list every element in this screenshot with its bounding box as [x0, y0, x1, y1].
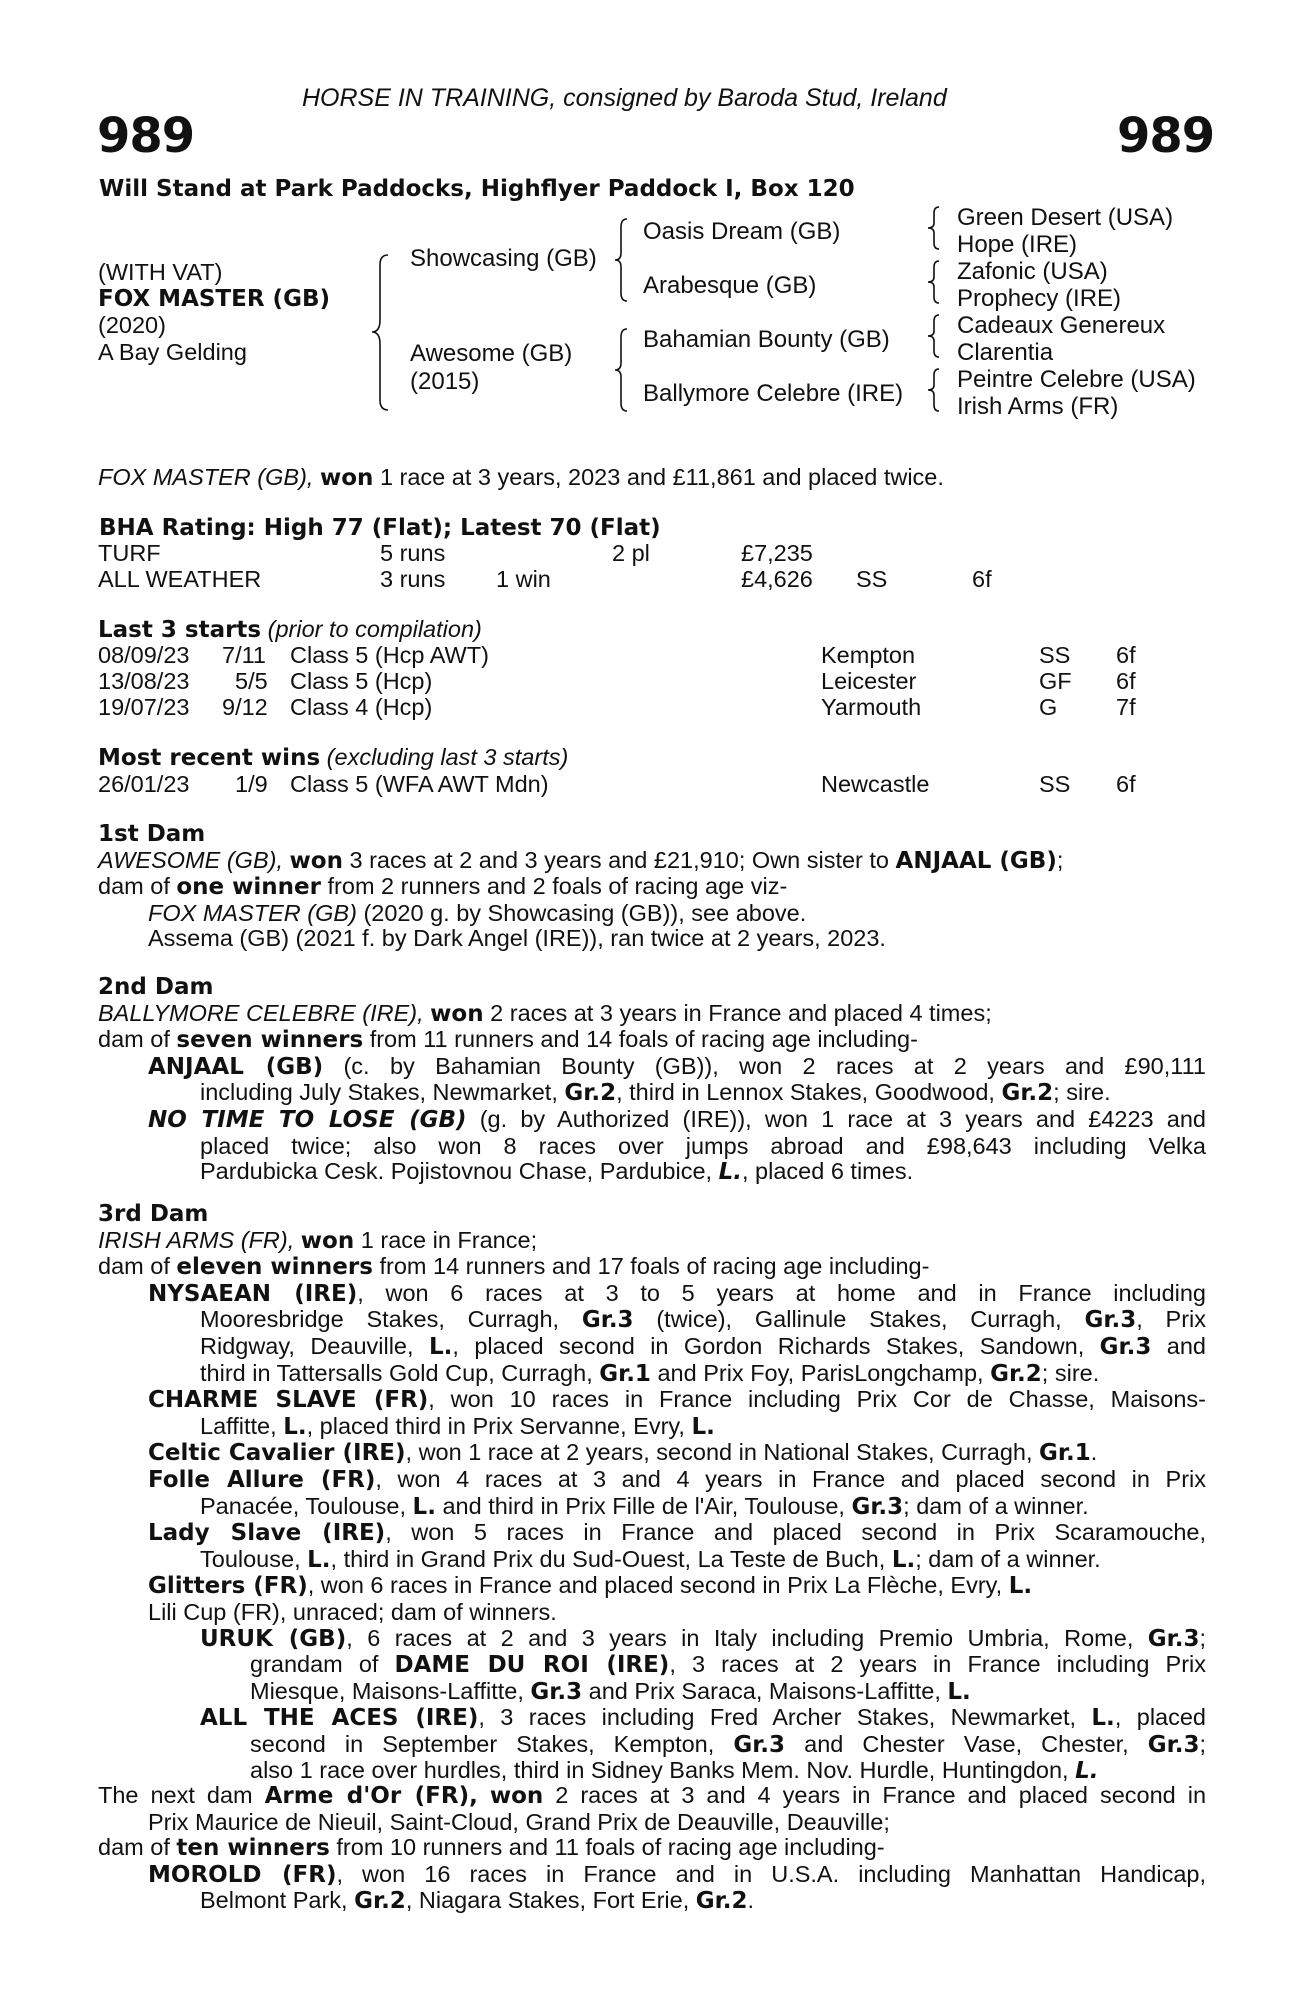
- last-3-starts-title: Last 3 starts (prior to compilation): [98, 616, 482, 643]
- sire: Showcasing (GB): [410, 245, 597, 272]
- first-dam-section: 1st Dam AWESOME (GB), won 3 races at 2 and 3 years and £21,910; Own sister to ANJAAL (GB); dam of one winner from 2 runners and 2 foals of racing age viz- FOX MASTER (GB) (2020 g. by Showcasing (GB)), see above. Assema (GB) (2021 f. by Dark Angel (IRE)), ran twice at 2 years, 2023.: [98, 821, 1064, 952]
- horse-year: (2020): [98, 312, 166, 338]
- pedigree-brace-sire: [612, 215, 636, 305]
- sire-dam-dam: Prophecy (IRE): [957, 285, 1122, 312]
- dam: Awesome (GB): [410, 340, 573, 367]
- dam-sire-sire: Cadeaux Genereux: [957, 312, 1166, 339]
- pedigree-brace-ss: [925, 203, 949, 253]
- horse-name: FOX MASTER (GB): [98, 286, 330, 312]
- bha-rating-title: BHA Rating: High 77 (Flat); Latest 70 (Flat): [99, 515, 661, 541]
- recent-wins-title: Most recent wins (excluding last 3 starts): [98, 744, 569, 771]
- dam-dam: Ballymore Celebre (IRE): [643, 380, 904, 407]
- third-dam-section: 3rd Dam IRISH ARMS (FR), won 1 race in France; dam of eleven winners from 14 runners and 17 foals of racing age including- NYSAEAN (IRE), won 6 races at 3 to 5 years at home and in France including Mooresbridge Stakes, Curragh, Gr.3 (twice), Gallinule Stakes, Curragh, Gr.3, Prix Ridgway, Deauville, L., placed second in Gordon Richards Stakes, Sandown, Gr.3 and third in Tattersalls Gold Cup, Curragh, Gr.1 and Prix Foy, ParisLongchamp, Gr.2; sire. CHARME SLAVE (FR), won 10 races in France including Prix Cor de Chasse, Maisons- Laffitte, L., placed third in Prix Servanne, Evry, L. Celtic Cavalier (IRE), won 1 race at 2 years, second in National Stakes, Curragh, Gr.1. Folle Allure (FR), won 4 races at 3 and 4 years in France and placed second in Prix Panacée, Toulouse, L. and third in Prix Fille de l'Air, Toulouse, Gr.3; dam of a winner. Lady Slave (IRE), won 5 races in France and placed second in Prix Scaramouche, Toulouse, L., third in Grand Prix du Sud-Ouest, La Teste de Buch, L.; dam of a winner. Glitters (FR), won 6 races in France and placed second in Prix La Flèche, Evry, L. Lili Cup (FR), unraced; dam of winners. URUK (GB), 6 races at 2 and 3 years in Italy including Premio Umbria, Rome, Gr.3; grandam of DAME DU ROI (IRE), 3 races at 2 years in France including Prix Miesque, Maisons-Laffitte, Gr.3 and Prix Saraca, Maisons-Laffitte, L. ALL THE ACES (IRE), 3 races including Fred Archer Stakes, Newmarket, L., placed second in September Stakes, Kempton, Gr.3 and Chester Vase, Chester, Gr.3; also 1 race over hurdles, third in Sidney Banks Mem. Nov. Hurdle, Huntingdon, L.: [98, 1201, 1207, 1785]
- vat-note: (WITH VAT): [98, 259, 223, 285]
- second-dam-section: 2nd Dam BALLYMORE CELEBRE (IRE), won 2 races at 3 years in France and placed 4 times; dam of seven winners from 11 runners and 14 foals of racing age including- ANJAAL (GB) (c. by Bahamian Bounty (GB)), won 2 races at 2 years and £90,111 including July Stakes, Newmarket, Gr.2, third in Lennox Stakes, Goodwood, Gr.2; sire. NO TIME TO LOSE (GB) (g. by Authorized (IRE)), won 1 race at 3 years and £4223 and placed twice; also won 8 races over jumps abroad and £98,643 including Velka Pardubicka Cesk. Pojistovnou Chase, Pardubice, L., placed 6 times.: [98, 974, 1206, 1186]
- consignment-header: HORSE IN TRAINING, consigned by Baroda Stud, Ireland: [302, 84, 947, 112]
- dam-sire-dam: Clarentia: [957, 339, 1054, 366]
- dam-year: (2015): [410, 368, 480, 395]
- sire-sire: Oasis Dream (GB): [643, 218, 841, 245]
- stand-location: Will Stand at Park Paddocks, Highflyer Paddock I, Box 120: [99, 176, 855, 202]
- sire-dam-sire: Zafonic (USA): [957, 258, 1108, 285]
- sire-sire-sire: Green Desert (USA): [957, 204, 1174, 231]
- dam-sire: Bahamian Bounty (GB): [643, 326, 890, 353]
- next-dam-section: The next dam Arme d'Or (FR), won 2 races at 3 and 4 years in France and placed second in Prix Maurice de Nieuil, Saint-Cloud, Grand Prix de Deauville, Deauville; dam of ten winners from 10 runners and 11 foals of racing age including- MOROLD (FR), won 16 races in France and in U.S.A. including Manhattan Handicap, Belmont Park, Gr.2, Niagara Stakes, Fort Erie, Gr.2.: [98, 1782, 1207, 1915]
- sire-sire-dam: Hope (IRE): [957, 231, 1078, 258]
- dam-dam-dam: Irish Arms (FR): [957, 393, 1119, 420]
- pedigree-brace-dam: [612, 325, 636, 415]
- pedigree-brace-dd: [925, 365, 949, 415]
- pedigree-brace-sd: [925, 257, 949, 307]
- pedigree-brace-ds: [925, 311, 949, 361]
- race-summary: FOX MASTER (GB), won 1 race at 3 years, 2023 and £11,861 and placed twice.: [98, 464, 944, 491]
- dam-dam-sire: Peintre Celebre (USA): [957, 366, 1196, 393]
- sire-dam: Arabesque (GB): [643, 272, 817, 299]
- horse-description: A Bay Gelding: [98, 339, 247, 365]
- lot-number-right: 989: [1117, 108, 1215, 164]
- pedigree-brace-main: [370, 250, 400, 415]
- lot-number-left: 989: [97, 108, 195, 164]
